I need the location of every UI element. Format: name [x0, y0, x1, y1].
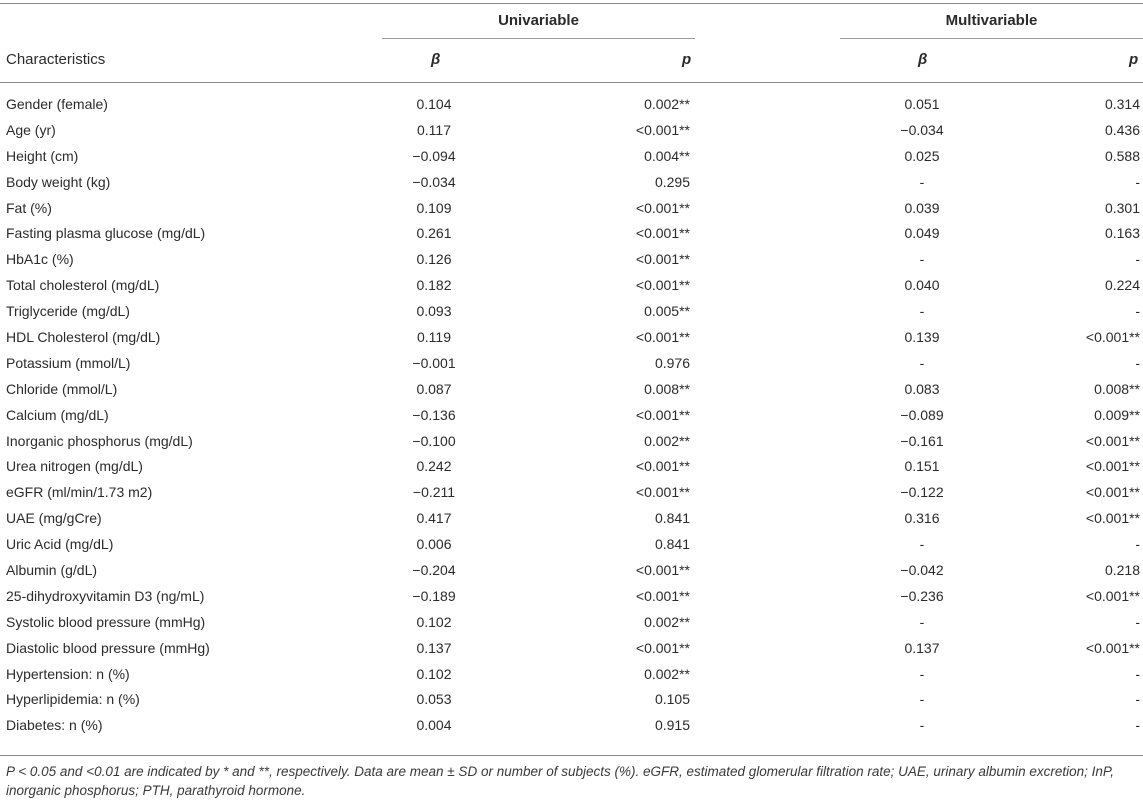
table-row: [0, 662, 1143, 688]
multivariable-p-cell: 0.163: [1104, 225, 1140, 242]
header-rule: [0, 82, 1143, 83]
univariable-beta-cell: −0.211: [412, 484, 456, 501]
multivariable-beta-cell: -: [919, 717, 925, 734]
table-row: [0, 221, 1143, 247]
table-row: [0, 273, 1143, 299]
row-characteristic: eGFR (ml/min/1.73 m2): [6, 484, 153, 501]
univariable-p-cell: <0.001**: [635, 562, 690, 579]
table-row: [0, 403, 1143, 429]
header-characteristics: Characteristics: [6, 51, 106, 68]
row-characteristic: Diastolic blood pressure (mmHg): [6, 639, 210, 656]
univariable-beta-cell: 0.006: [416, 536, 452, 553]
univariable-p-cell: 0.002**: [644, 665, 690, 682]
multivariable-beta-cell: -: [919, 536, 925, 553]
multivariable-beta-cell: −0.236: [900, 587, 944, 604]
multivariable-beta-cell: 0.025: [904, 147, 940, 164]
univariable-beta-cell: 0.004: [416, 717, 452, 734]
header-multi-p: p: [1129, 51, 1139, 68]
univariable-p-cell: <0.001**: [635, 329, 690, 346]
table-row: [0, 299, 1143, 325]
multivariable-beta-cell: -: [919, 665, 925, 682]
bottom-rule: [0, 755, 1143, 756]
table-row: [0, 429, 1143, 455]
table-row: [0, 118, 1143, 144]
top-rule: [0, 3, 1143, 4]
row-characteristic: Body weight (kg): [6, 173, 111, 190]
multivariable-p-cell: -: [1135, 665, 1140, 682]
table-row: [0, 144, 1143, 170]
multivariable-beta-cell: −0.161: [900, 432, 944, 449]
multivariable-beta-cell: -: [919, 691, 925, 708]
row-characteristic: Fat (%): [6, 199, 52, 216]
table-body: [0, 92, 1143, 739]
row-characteristic: Diabetes: n (%): [6, 717, 103, 734]
multivariable-beta-cell: 0.051: [904, 96, 940, 112]
multivariable-p-cell: -: [1135, 691, 1140, 708]
multivariable-beta-cell: 0.139: [904, 329, 940, 346]
univariable-p-cell: 0.002**: [644, 432, 690, 449]
univariable-beta-cell: 0.417: [416, 510, 452, 527]
table-row: [0, 196, 1143, 222]
multivariable-beta-cell: -: [919, 303, 925, 320]
multivariable-rule: [840, 38, 1143, 39]
univariable-p-cell: <0.001**: [635, 251, 690, 268]
header-multivariable: Multivariable: [945, 12, 1038, 29]
header-multi-beta: β: [918, 51, 928, 68]
table-row: [0, 170, 1143, 196]
univariable-beta-cell: −0.001: [412, 354, 456, 371]
multivariable-p-cell: -: [1135, 173, 1140, 190]
multivariable-beta-cell: -: [919, 173, 925, 190]
row-characteristic: Calcium (mg/dL): [6, 406, 109, 423]
multivariable-p-cell: <0.001**: [1085, 639, 1140, 656]
univariable-beta-cell: −0.204: [412, 562, 456, 579]
table-row: [0, 92, 1143, 118]
multivariable-beta-cell: -: [919, 251, 925, 268]
univariable-p-cell: <0.001**: [635, 199, 690, 216]
multivariable-beta-cell: 0.039: [904, 199, 940, 216]
table-row: [0, 558, 1143, 584]
multivariable-beta-cell: 0.137: [904, 639, 940, 656]
univariable-beta-cell: 0.053: [416, 691, 452, 708]
row-characteristic: Inorganic phosphorus (mg/dL): [6, 432, 193, 449]
univariable-beta-cell: 0.093: [416, 303, 452, 320]
multivariable-beta-cell: 0.316: [904, 510, 940, 527]
table-footnote: P < 0.05 and <0.01 are indicated by * and **, respectively. Data are mean ± SD or number of subjects (%). eGFR, estimated glomerular filtration rate; UAE, urinary albumin excretion; InP, inorganic phosphorus; PTH, parathyroid hormone.: [6, 764, 1114, 798]
univariable-rule: [382, 38, 695, 39]
row-characteristic: 25-dihydroxyvitamin D3 (ng/mL): [6, 587, 205, 604]
multivariable-p-cell: 0.218: [1104, 562, 1140, 579]
univariable-p-cell: <0.001**: [635, 277, 690, 294]
multivariable-beta-cell: 0.151: [904, 458, 940, 475]
multivariable-beta-cell: -: [919, 354, 925, 371]
univariable-p-cell: <0.001**: [635, 639, 690, 656]
univariable-beta-cell: 0.261: [416, 225, 452, 242]
multivariable-p-cell: 0.301: [1104, 199, 1140, 216]
multivariable-p-cell: -: [1135, 717, 1140, 734]
table-row: [0, 532, 1143, 558]
multivariable-beta-cell: -: [919, 613, 925, 630]
multivariable-beta-cell: 0.049: [904, 225, 940, 242]
row-characteristic: Hyperlipidemia: n (%): [6, 691, 140, 708]
row-characteristic: Gender (female): [6, 96, 108, 112]
table-row: [0, 610, 1143, 636]
multivariable-p-cell: 0.588: [1104, 147, 1140, 164]
multivariable-p-cell: <0.001**: [1085, 510, 1140, 527]
multivariable-beta-cell: −0.042: [900, 562, 944, 579]
univariable-p-cell: 0.008**: [644, 380, 690, 397]
row-characteristic: Chloride (mmol/L): [6, 380, 118, 397]
multivariable-p-cell: -: [1135, 354, 1140, 371]
univariable-beta-cell: −0.034: [412, 173, 456, 190]
univariable-beta-cell: 0.182: [416, 277, 452, 294]
row-characteristic: Systolic blood pressure (mmHg): [6, 613, 206, 630]
row-characteristic: Age (yr): [6, 121, 56, 138]
univariable-beta-cell: 0.137: [416, 639, 452, 656]
univariable-p-cell: <0.001**: [635, 225, 690, 242]
univariable-p-cell: 0.841: [654, 510, 690, 527]
univariable-p-cell: 0.976: [654, 354, 690, 371]
univariable-beta-cell: 0.109: [416, 199, 452, 216]
univariable-p-cell: <0.001**: [635, 587, 690, 604]
multivariable-p-cell: 0.224: [1104, 277, 1140, 294]
header-uni-p: p: [682, 51, 692, 68]
univariable-beta-cell: 0.126: [416, 251, 452, 268]
header-univariable: Univariable: [498, 12, 579, 29]
univariable-p-cell: <0.001**: [635, 484, 690, 501]
univariable-p-cell: <0.001**: [635, 406, 690, 423]
table-row: [0, 351, 1143, 377]
multivariable-p-cell: <0.001**: [1085, 587, 1140, 604]
table-row: [0, 713, 1143, 739]
row-characteristic: HDL Cholesterol (mg/dL): [6, 329, 161, 346]
univariable-beta-cell: 0.117: [417, 121, 451, 138]
multivariable-p-cell: -: [1135, 613, 1140, 630]
univariable-p-cell: 0.915: [654, 717, 690, 734]
univariable-p-cell: 0.004**: [644, 147, 690, 164]
multivariable-p-cell: <0.001**: [1085, 458, 1140, 475]
row-characteristic: Hypertension: n (%): [6, 665, 130, 682]
univariable-p-cell: 0.841: [654, 536, 690, 553]
row-characteristic: Fasting plasma glucose (mg/dL): [6, 225, 206, 242]
multivariable-p-cell: -: [1135, 251, 1140, 268]
row-characteristic: HbA1c (%): [6, 251, 74, 268]
row-characteristic: Potassium (mmol/L): [6, 354, 131, 371]
table-row: [0, 454, 1143, 480]
univariable-beta-cell: −0.136: [412, 406, 456, 423]
table-row: [0, 325, 1143, 351]
univariable-beta-cell: −0.100: [412, 432, 456, 449]
row-characteristic: Triglyceride (mg/dL): [6, 303, 130, 320]
multivariable-p-cell: 0.436: [1104, 121, 1140, 138]
multivariable-p-cell: 0.008**: [1094, 380, 1140, 397]
multivariable-beta-cell: −0.089: [900, 406, 944, 423]
multivariable-p-cell: <0.001**: [1085, 484, 1140, 501]
row-characteristic: Total cholesterol (mg/dL): [6, 277, 160, 294]
univariable-beta-cell: 0.087: [416, 380, 452, 397]
multivariable-p-cell: -: [1135, 303, 1140, 320]
univariable-p-cell: 0.002**: [644, 96, 690, 112]
univariable-beta-cell: 0.104: [416, 96, 452, 112]
row-characteristic: Albumin (g/dL): [6, 562, 98, 579]
multivariable-p-cell: <0.001**: [1085, 432, 1140, 449]
univariable-beta-cell: 0.102: [416, 665, 452, 682]
row-characteristic: Height (cm): [6, 147, 79, 164]
univariable-beta-cell: 0.119: [417, 329, 451, 346]
multivariable-beta-cell: 0.040: [904, 277, 940, 294]
univariable-p-cell: <0.001**: [635, 121, 690, 138]
row-characteristic: Urea nitrogen (mg/dL): [6, 458, 143, 475]
univariable-p-cell: <0.001**: [635, 458, 690, 475]
row-characteristic: UAE (mg/gCre): [6, 510, 102, 527]
univariable-p-cell: 0.002**: [644, 613, 690, 630]
univariable-p-cell: 0.005**: [644, 303, 690, 320]
table-row: [0, 506, 1143, 532]
multivariable-p-cell: <0.001**: [1085, 329, 1140, 346]
multivariable-beta-cell: −0.122: [900, 484, 944, 501]
univariable-p-cell: 0.295: [654, 173, 690, 190]
multivariable-beta-cell: −0.034: [900, 121, 944, 138]
multivariable-p-cell: 0.314: [1104, 96, 1140, 112]
table-row: [0, 247, 1143, 273]
univariable-beta-cell: −0.094: [412, 147, 456, 164]
table-row: [0, 377, 1143, 403]
multivariable-beta-cell: 0.083: [904, 380, 940, 397]
multivariable-p-cell: 0.009**: [1094, 406, 1140, 423]
multivariable-p-cell: -: [1135, 536, 1140, 553]
table-row: [0, 584, 1143, 610]
row-characteristic: Uric Acid (mg/dL): [6, 536, 114, 553]
table-row: [0, 480, 1143, 506]
univariable-beta-cell: 0.102: [416, 613, 452, 630]
univariable-p-cell: 0.105: [654, 691, 690, 708]
univariable-beta-cell: 0.242: [416, 458, 452, 475]
table-row: [0, 687, 1143, 713]
table-row: [0, 636, 1143, 662]
univariable-beta-cell: −0.189: [412, 587, 456, 604]
header-uni-beta: β: [431, 51, 441, 68]
